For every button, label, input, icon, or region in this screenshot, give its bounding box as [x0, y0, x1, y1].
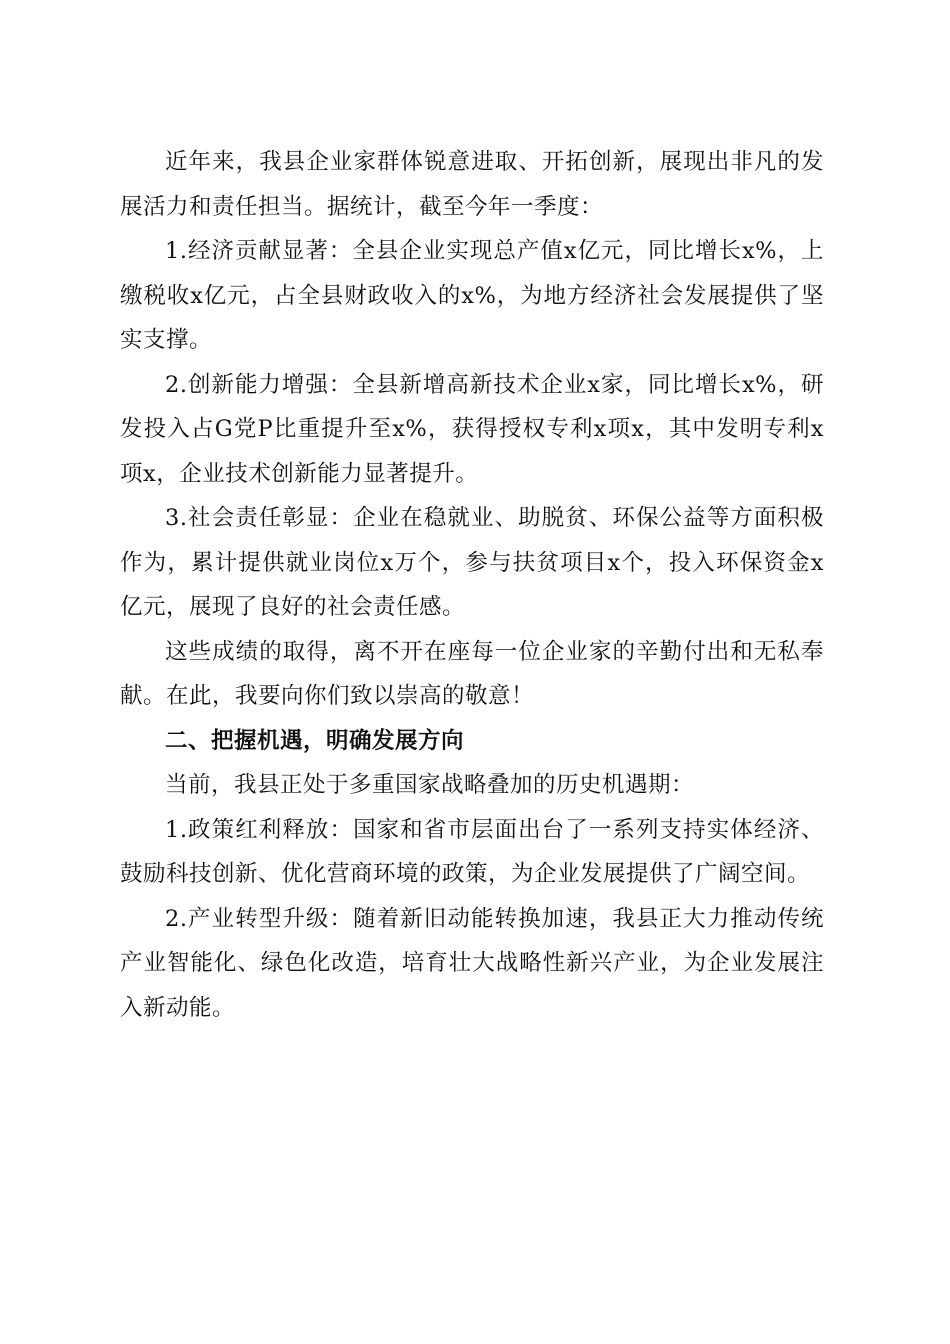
- innovation-paragraph: 2.创新能力增强：全县新增高新技术企业x家，同比增长x%，研发投入占G党P比重提升至x%，获得授权专利x项x，其中发明专利x项x，企业技术创新能力显著提升。: [120, 371, 824, 487]
- policy-dividend-paragraph: 1.政策红利释放：国家和省市层面出台了一系列支持实体经济、鼓励科技创新、优化营商环境的政策，为企业发展提供了广阔空间。: [120, 816, 824, 887]
- intro-paragraph: 近年来，我县企业家群体锐意进取、开拓创新，展现出非凡的发展活力和责任担当。据统计，截至今年一季度：: [120, 149, 824, 220]
- section-heading: 二、把握机遇，明确发展方向: [165, 727, 465, 754]
- opportunity-intro-paragraph: 当前，我县正处于多重国家战略叠加的历史机遇期：: [165, 772, 695, 798]
- document-page: [120, 140, 824, 1030]
- tribute-paragraph: 这些成绩的取得，离不开在座每一位企业家的辛勤付出和无私奉献。在此，我要向你们致以崇高的敬意！: [120, 638, 824, 709]
- social-responsibility-paragraph: 3.社会责任彰显：企业在稳就业、助脱贫、环保公益等方面积极作为，累计提供就业岗位x万个，参与扶贫项目x个，投入环保资金x亿元，展现了良好的社会责任感。: [120, 505, 824, 620]
- economic-contribution-paragraph: 1.经济贡献显著：全县企业实现总产值x亿元，同比增长x%，上缴税收x亿元，占全县财政收入的x%，为地方经济社会发展提供了坚实支撑。: [120, 238, 824, 353]
- industry-upgrade-paragraph: 2.产业转型升级：随着新旧动能转换加速，我县正大力推动传统产业智能化、绿色化改造，培育壮大战略性新兴产业，为企业发展注入新动能。: [120, 905, 824, 1021]
